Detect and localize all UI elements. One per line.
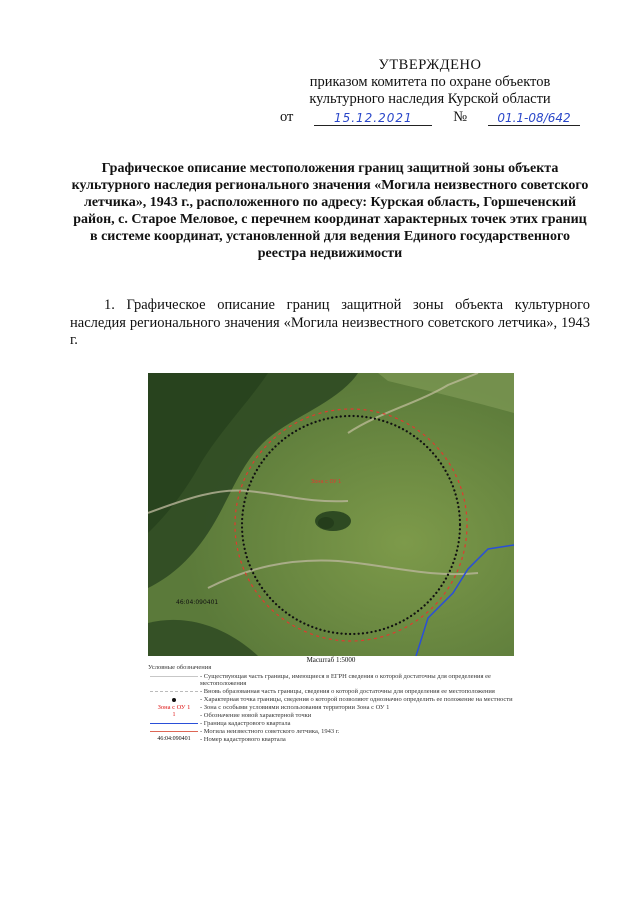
legend-title: Условные обозначения: [148, 664, 212, 671]
legend-item-text: - Вновь образованная часть границы, сведения о которой достаточны для определения ее местоположения: [200, 687, 495, 695]
legend-item-text: - Номер кадастрового квартала: [200, 735, 286, 743]
legend-item-text: - Обозначение новой характерной точки: [200, 711, 312, 719]
legend-item-text: - Граница кадастрового квартала: [200, 719, 291, 727]
map-drawing: [148, 373, 514, 656]
approval-number-label: №: [453, 109, 468, 125]
legend-item-text: - Существующая часть границы, имеющиеся в ЕГРН сведения о которой достаточны для определения ее местоположения: [200, 672, 491, 687]
section-paragraph: 1. Графическое описание границ защитной зоны объекта культурного наследия регионального значения «Могила неизвестного советского летчика», 1943 г.: [70, 297, 590, 348]
legend-item: [148, 704, 514, 712]
document-title: Графическое описание местоположения границ защитной зоны объекта культурного наследия регионального значения «Могила неизвестного советского летчика», 1943 г., расположенного по адресу: Курская область, Горшеченский район, с. Старое Меловое, с перечнем координат характерных точек этих границ в системе координат, установленной для ведения Единого государственного реестра недвижимости: [71, 161, 589, 261]
approval-sign-line: [280, 109, 580, 126]
zone-symbol: Зона с ОУ 1: [157, 703, 191, 711]
approval-date: 15.12.2021: [314, 112, 432, 126]
cadastral-boundary-line-icon: [150, 723, 198, 724]
satellite-map: [148, 373, 514, 656]
legend-item: [148, 728, 514, 736]
legend-item: [148, 696, 514, 704]
map-zone-label: Зона с ОУ 1: [311, 479, 342, 485]
legend-item-text: - Характерная точка границы, сведения о которой позволяют однозначно определить ее положение на местности: [200, 695, 513, 703]
approval-line-2: культурного наследия Курской области: [309, 91, 551, 107]
legend-item: [148, 712, 514, 720]
approval-from-label: от: [280, 109, 294, 125]
approval-number: 01.1-08/642: [488, 112, 580, 126]
legend-item-text: - Могила неизвестного советского летчика, 1943 г.: [200, 727, 340, 735]
approval-stamp: [280, 57, 580, 126]
legend-item-text: - Зона с особыми условиями использования территории Зона с ОУ 1: [200, 703, 390, 711]
approval-title: УТВЕРЖДЕНО: [378, 57, 482, 73]
approval-line-1: приказом комитета по охране объектов: [309, 74, 551, 90]
grave-object-line-icon: [150, 731, 198, 732]
new-boundary-line-icon: [150, 691, 198, 692]
map-cadastral-label: 46:04:090401: [176, 599, 219, 606]
legend-item: [148, 736, 514, 744]
legend-item: [148, 673, 514, 688]
legend-item: [148, 720, 514, 728]
point-number-symbol: 1: [172, 711, 176, 718]
map-scale: Масштаб 1:5000: [306, 656, 356, 664]
cadastral-number-symbol: 46:04:090401: [157, 735, 191, 742]
boundary-point-icon: [172, 698, 176, 702]
legend-item: [148, 688, 514, 696]
existing-boundary-line-icon: [150, 676, 198, 677]
map-legend: [148, 664, 514, 744]
